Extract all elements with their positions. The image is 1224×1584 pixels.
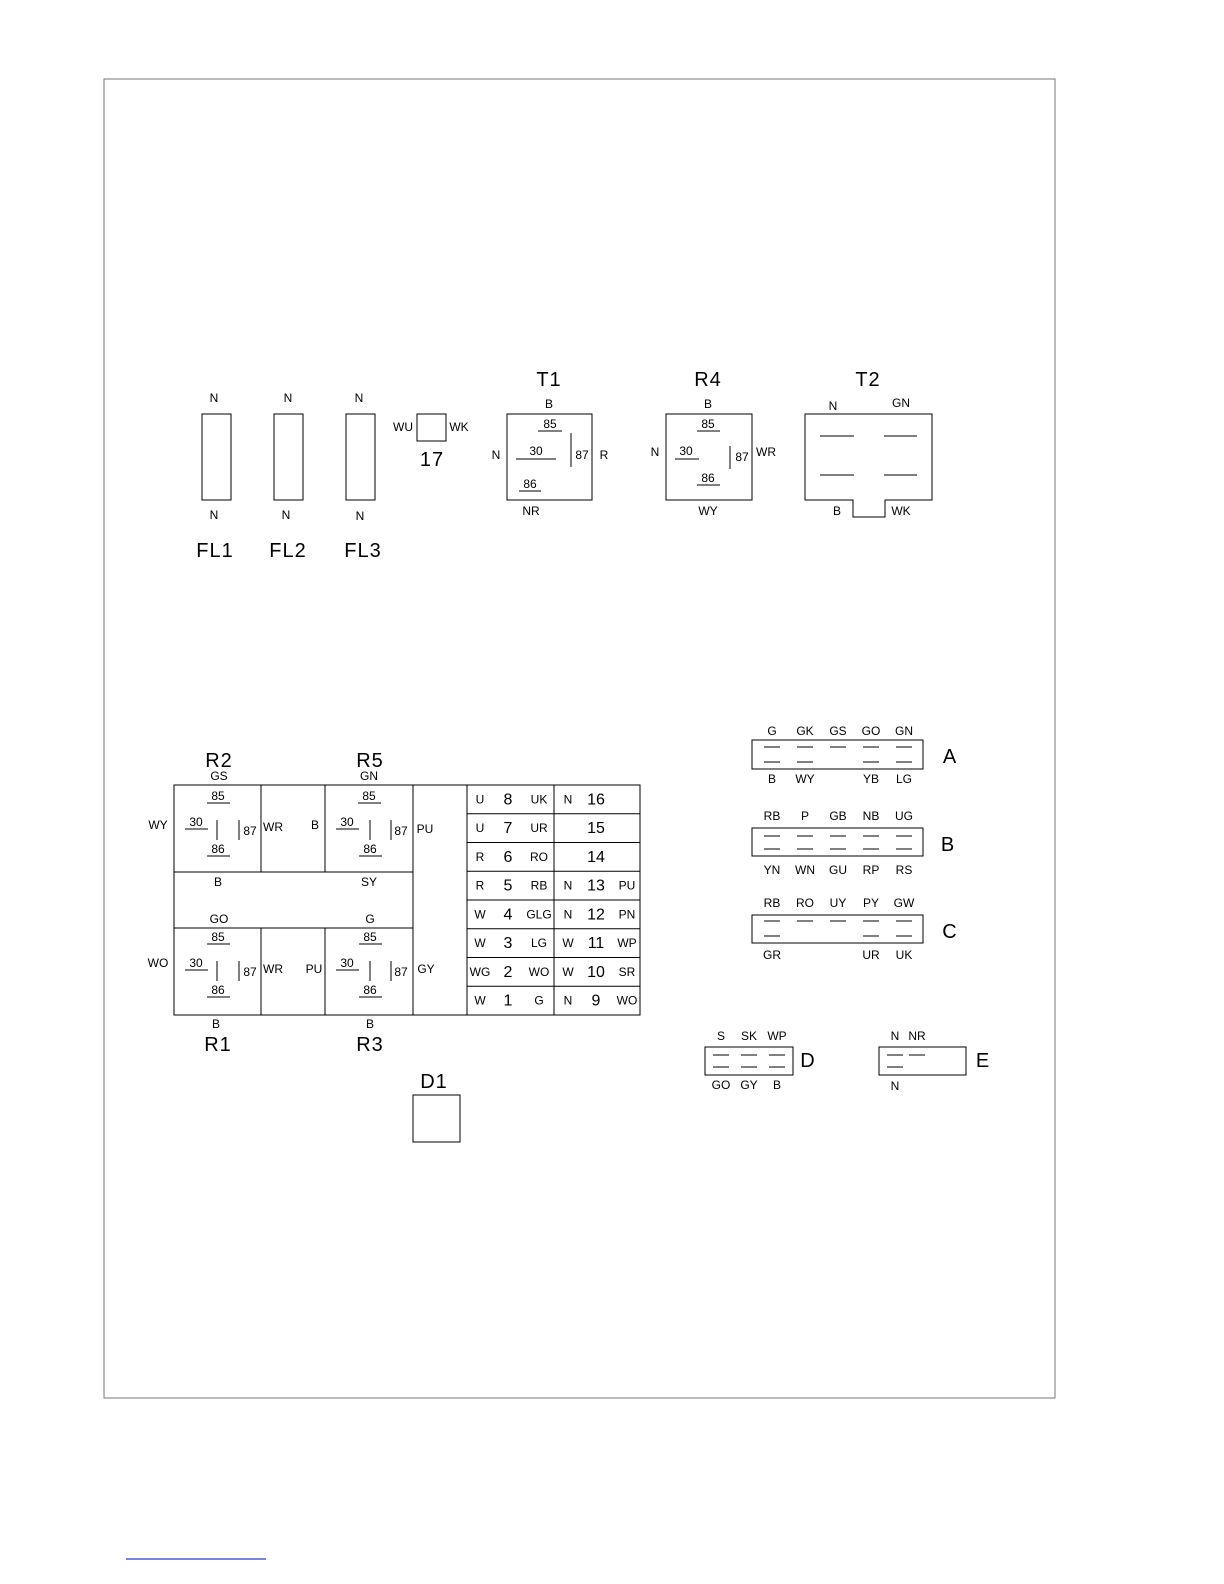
pin-86: 86 <box>523 477 537 491</box>
relay-r1 <box>148 912 284 1056</box>
relay-left-wire: WO <box>147 956 169 970</box>
relay-bottom-wire: B <box>211 1017 221 1031</box>
connector-bottom-wire: UR <box>862 948 880 962</box>
pin-87: 87 <box>394 824 408 838</box>
relay-right-wire: R <box>599 448 609 462</box>
relay-right-wire: WR <box>756 445 776 459</box>
relay-top-wire: B <box>703 397 713 411</box>
fuse-number: 8 <box>503 791 513 809</box>
fuse-link-top-wire: N <box>283 391 293 405</box>
fuse-number: 9 <box>591 992 601 1010</box>
fuse-link-bottom-wire: N <box>355 509 365 523</box>
fuse-number: 16 <box>587 791 605 809</box>
fuse-number: 13 <box>587 877 605 895</box>
fuse-wire-out: LG <box>530 936 548 951</box>
pin-85: 85 <box>211 789 225 803</box>
pin-87: 87 <box>575 448 589 462</box>
connector-bottom-wire: GY <box>740 1078 758 1092</box>
fuse-17-right-wire: WK <box>449 420 469 434</box>
fuse-wire-in: U <box>475 821 485 836</box>
fuse-table-row <box>476 820 605 837</box>
pin-30: 30 <box>189 956 203 970</box>
pin-85: 85 <box>211 930 225 944</box>
relay-right-wire: GY <box>417 962 435 976</box>
connector-bottom-wire: GO <box>711 1078 731 1092</box>
connector-top-wire: SK <box>740 1029 758 1043</box>
fuse-wire-in: W <box>474 993 486 1008</box>
connector-bottom-wire: GR <box>763 948 781 962</box>
fuse-wire-in: R <box>475 849 485 864</box>
connector-top-wire: RB <box>763 809 781 823</box>
relay-block <box>148 750 467 1056</box>
t2-bottom-left-wire: B <box>832 504 842 518</box>
fuse-wire-in: R <box>475 878 485 893</box>
relay-r3 <box>306 912 435 1056</box>
pin-30: 30 <box>529 444 543 458</box>
connector-label: E <box>975 1050 991 1072</box>
fuse-table-row <box>474 906 635 923</box>
fuse-wire-in: N <box>563 792 573 807</box>
pin-86: 86 <box>363 983 377 997</box>
relay-bottom-wire: WY <box>698 504 718 518</box>
fuse-wire-in: N <box>563 907 573 922</box>
relay-right-wire: WR <box>263 820 283 834</box>
pin-30: 30 <box>340 815 354 829</box>
connector-label: A <box>942 746 958 768</box>
connector-bottom-wire: N <box>890 1079 900 1093</box>
connector-top-wire: UG <box>895 809 913 823</box>
drawing-frame <box>104 79 1055 1398</box>
relay-top-wire: GS <box>210 769 228 783</box>
relay-title: R5 <box>356 750 384 772</box>
connector-top-wire: UY <box>829 896 847 910</box>
fuse-number: 14 <box>587 848 605 866</box>
fuse-link-fl1 <box>196 391 233 562</box>
fuse-number: 12 <box>587 906 605 924</box>
relay-bottom-wire: B <box>213 875 223 889</box>
fuse-wire-out: RO <box>530 849 548 864</box>
fuse-wire-out: WO <box>528 964 550 979</box>
fuse-number: 1 <box>503 992 513 1010</box>
fuse-table <box>467 785 640 1015</box>
pin-85: 85 <box>543 417 557 431</box>
connector-bottom-wire: RP <box>862 863 880 877</box>
connector-top-wire: GW <box>893 896 915 910</box>
connector-bottom-wire: WY <box>795 772 815 786</box>
connector-top-wire: NR <box>908 1029 926 1043</box>
fuse-number: 4 <box>503 906 513 924</box>
relay-left-wire: B <box>310 818 320 832</box>
fuse-wire-out: WO <box>616 993 638 1008</box>
connector-top-wire: PY <box>862 896 880 910</box>
relay-top-wire: G <box>365 912 375 926</box>
relay-title: R1 <box>204 1034 232 1056</box>
t2-top-left-wire: N <box>828 399 838 413</box>
connector-top-wire: GK <box>796 724 814 738</box>
diode-title: D1 <box>420 1071 448 1093</box>
fuse-wire-out: PU <box>618 878 636 893</box>
relay-r2 <box>148 750 283 889</box>
fuse-wire-in: W <box>562 936 574 951</box>
connector-c <box>752 896 958 962</box>
pin-85: 85 <box>701 417 715 431</box>
fuse-link-label: FL3 <box>344 540 382 562</box>
fuse-table-row <box>476 878 636 895</box>
relay-r5 <box>311 750 433 889</box>
relay-top-wire: GN <box>360 769 378 783</box>
pin-87: 87 <box>735 450 749 464</box>
fuse-wire-in: WG <box>469 964 491 979</box>
fuse-table-row <box>476 849 605 866</box>
relay-t1 <box>492 369 609 518</box>
connector-top-wire: WP <box>767 1029 787 1043</box>
fuse-number: 2 <box>503 963 513 981</box>
relay-right-wire: WR <box>263 962 283 976</box>
pin-86: 86 <box>363 842 377 856</box>
fuse-wire-out: UR <box>530 821 548 836</box>
connector-top-wire: RO <box>796 896 814 910</box>
fuse-17 <box>393 414 469 471</box>
connector-label: C <box>942 921 958 943</box>
relay-bottom-wire: SY <box>360 875 378 889</box>
fuse-link-fl3 <box>344 391 381 562</box>
connector-d <box>705 1029 816 1092</box>
fuse-number: 5 <box>503 877 513 895</box>
fuse-link-bottom-wire: N <box>209 508 219 522</box>
fuse-wire-out: SR <box>618 964 636 979</box>
connector-top-wire: N <box>890 1029 900 1043</box>
fuse-link-label: FL1 <box>196 540 234 562</box>
relay-top-wire: B <box>544 397 554 411</box>
connector-bottom-wire: UK <box>895 948 913 962</box>
fuse-wire-out: RB <box>530 878 548 893</box>
fuse-wire-in: W <box>562 964 574 979</box>
connector-bottom-wire: WN <box>795 863 815 877</box>
fuse-number: 7 <box>503 820 513 838</box>
relay-left-wire: N <box>650 445 660 459</box>
pin-30: 30 <box>679 444 693 458</box>
relay-bottom-wire: NR <box>522 504 540 518</box>
relay-left-wire: N <box>491 448 501 462</box>
connector-b <box>752 809 955 877</box>
pin-86: 86 <box>211 983 225 997</box>
relay-bottom-wire: B <box>365 1017 375 1031</box>
connector-bottom-wire: LG <box>895 772 913 786</box>
connector-top-wire: GO <box>861 724 881 738</box>
relay-title: T1 <box>536 369 562 391</box>
connector-bottom-wire: B <box>767 772 777 786</box>
fuse-number: 11 <box>587 935 605 953</box>
fuse-wire-out: UK <box>530 792 548 807</box>
fuse-table-row <box>474 935 636 952</box>
relay-right-wire: PU <box>416 822 434 836</box>
t2-top-right-wire: GN <box>892 396 910 410</box>
connector-label: B <box>940 834 956 856</box>
connector-bottom-wire: YB <box>862 772 880 786</box>
pin-86: 86 <box>701 471 715 485</box>
relay-r4 <box>651 369 777 518</box>
connector-a <box>752 724 957 786</box>
connector-top-wire: RB <box>763 896 781 910</box>
connector-top-wire: S <box>716 1029 726 1043</box>
fuse-table-row <box>476 791 605 808</box>
pin-86: 86 <box>211 842 225 856</box>
fuse-link-top-wire: N <box>209 391 219 405</box>
pin-87: 87 <box>243 965 257 979</box>
fuse-number: 3 <box>503 935 513 953</box>
fuse-link-fl2 <box>269 391 306 562</box>
fuse-wire-in: N <box>563 993 573 1008</box>
fuse-number: 10 <box>587 963 605 981</box>
pin-85: 85 <box>362 789 376 803</box>
fuse-17-left-wire: WU <box>393 420 413 434</box>
connector-top-wire: NB <box>862 809 880 823</box>
t2-bottom-right-wire: WK <box>891 504 911 518</box>
pin-30: 30 <box>189 815 203 829</box>
fuse-wire-out: WP <box>617 936 637 951</box>
relay-title: R2 <box>205 750 233 772</box>
relay-title: R3 <box>356 1034 384 1056</box>
pin-30: 30 <box>340 956 354 970</box>
fuse-wire-in: W <box>474 907 486 922</box>
fuse-number: 6 <box>503 848 513 866</box>
connector-top-wire: G <box>767 724 777 738</box>
fuse-table-row <box>474 993 637 1010</box>
diode-d1 <box>413 1071 460 1142</box>
fuse-number: 15 <box>587 820 605 838</box>
fuse-link-label: FL2 <box>269 540 307 562</box>
fuse-wire-out: GLG <box>526 907 552 922</box>
fuse-wire-out: G <box>534 993 544 1008</box>
fuse-wire-in: U <box>475 792 485 807</box>
fuse-wire-in: N <box>563 878 573 893</box>
connector-label: D <box>800 1050 816 1072</box>
component-t2 <box>805 369 932 518</box>
connector-top-wire: GN <box>895 724 913 738</box>
relay-left-wire: PU <box>305 962 323 976</box>
fuse-link-top-wire: N <box>354 391 364 405</box>
fuse-wire-in: W <box>474 936 486 951</box>
pin-85: 85 <box>363 930 377 944</box>
connector-bottom-wire: YN <box>763 863 781 877</box>
fuse-link-bottom-wire: N <box>281 508 291 522</box>
fuse-wire-out: PN <box>618 907 636 922</box>
connector-e <box>879 1029 990 1093</box>
connector-top-wire: P <box>800 809 810 823</box>
relay-title: R4 <box>694 369 722 391</box>
pin-87: 87 <box>243 824 257 838</box>
connector-bottom-wire: B <box>772 1078 782 1092</box>
fuse-17-label: 17 <box>419 449 445 471</box>
relay-top-wire: GO <box>209 912 229 926</box>
t2-title: T2 <box>855 369 881 391</box>
fuse-table-row <box>470 964 636 981</box>
pin-87: 87 <box>394 965 408 979</box>
connector-bottom-wire: RS <box>895 863 913 877</box>
relay-left-wire: WY <box>148 818 168 832</box>
connector-bottom-wire: GU <box>829 863 847 877</box>
connector-top-wire: GS <box>829 724 847 738</box>
connector-top-wire: GB <box>829 809 847 823</box>
